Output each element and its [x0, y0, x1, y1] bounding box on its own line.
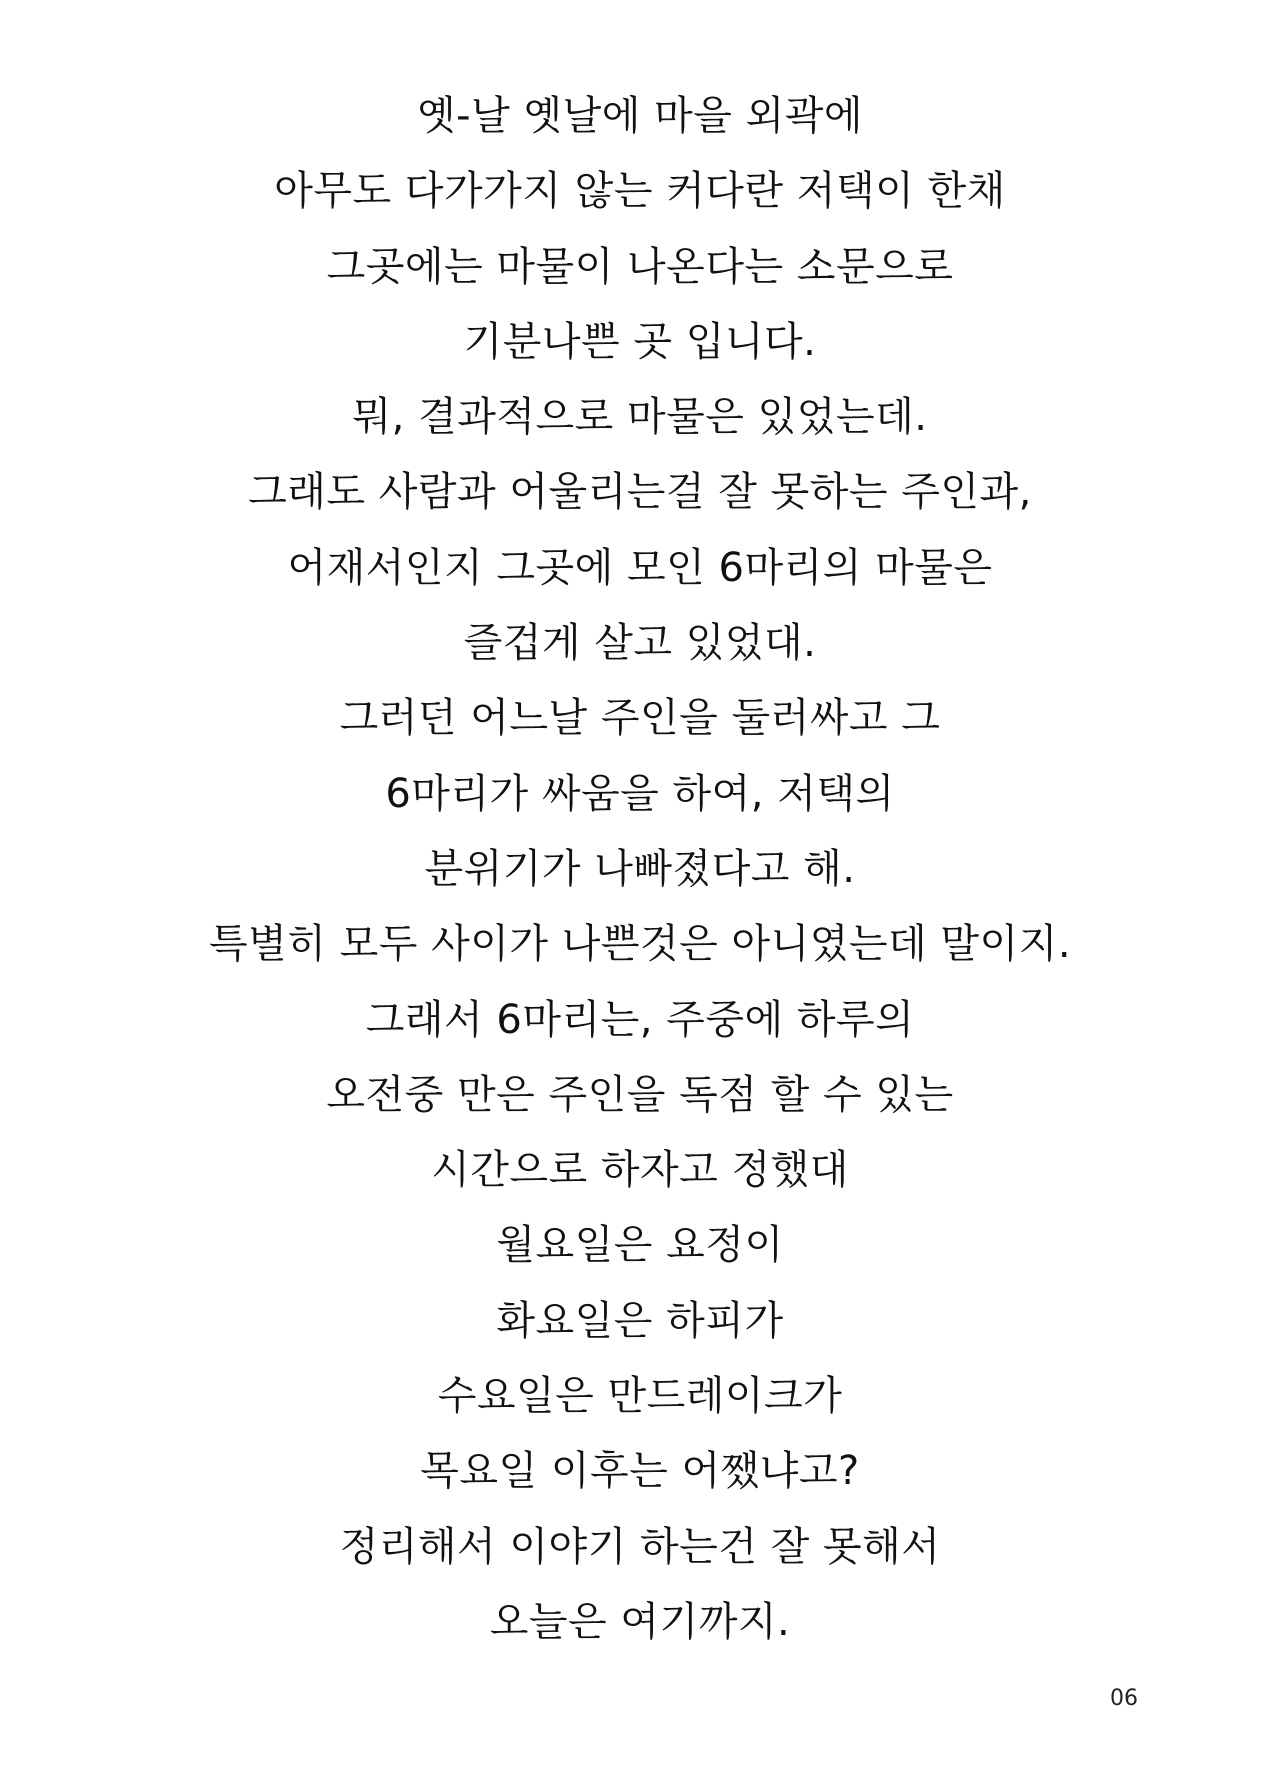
story-line: 기분나쁜 곳 입니다. — [463, 318, 817, 365]
story-line: 그러던 어느날 주인을 둘러싸고 그 — [339, 695, 941, 742]
story-text — [0, 79, 1280, 1660]
story-line: 특별히 모두 사이가 나쁜것은 아니였는데 말이지. — [208, 921, 1072, 968]
story-line: 뭐, 결과적으로 마물은 있었는데. — [352, 394, 928, 441]
story-line: 그래서 6마리는, 주중에 하루의 — [365, 996, 915, 1043]
story-line: 화요일은 하피가 — [496, 1297, 784, 1344]
story-line: 그곳에는 마물이 나온다는 소문으로 — [326, 243, 954, 290]
page-number: 06 — [1110, 1686, 1138, 1711]
story-line: 그래도 사람과 어울리는걸 잘 못하는 주인과, — [248, 469, 1032, 516]
story-line: 수요일은 만드레이크가 — [437, 1373, 843, 1420]
story-line: 오전중 만은 주인을 독점 할 수 있는 — [326, 1071, 954, 1118]
story-line: 오늘은 여기까지. — [489, 1598, 791, 1645]
story-line: 아무도 다가가지 않는 커다란 저택이 한채 — [274, 168, 1006, 215]
story-line: 6마리가 싸움을 하여, 저택의 — [385, 770, 895, 817]
story-line: 어재서인지 그곳에 모인 6마리의 마물은 — [287, 544, 993, 591]
story-line: 즐겁게 살고 있었대. — [463, 620, 817, 667]
story-line: 월요일은 요정이 — [496, 1222, 784, 1269]
story-line: 정리해서 이야기 하는건 잘 못해서 — [339, 1523, 941, 1570]
story-line: 시간으로 하자고 정했대 — [431, 1147, 849, 1194]
story-line: 분위기가 나빠졌다고 해. — [424, 845, 856, 892]
story-line: 목요일 이후는 어쨌냐고? — [420, 1448, 860, 1495]
story-line: 옛-날 옛날에 마을 외곽에 — [417, 93, 863, 139]
